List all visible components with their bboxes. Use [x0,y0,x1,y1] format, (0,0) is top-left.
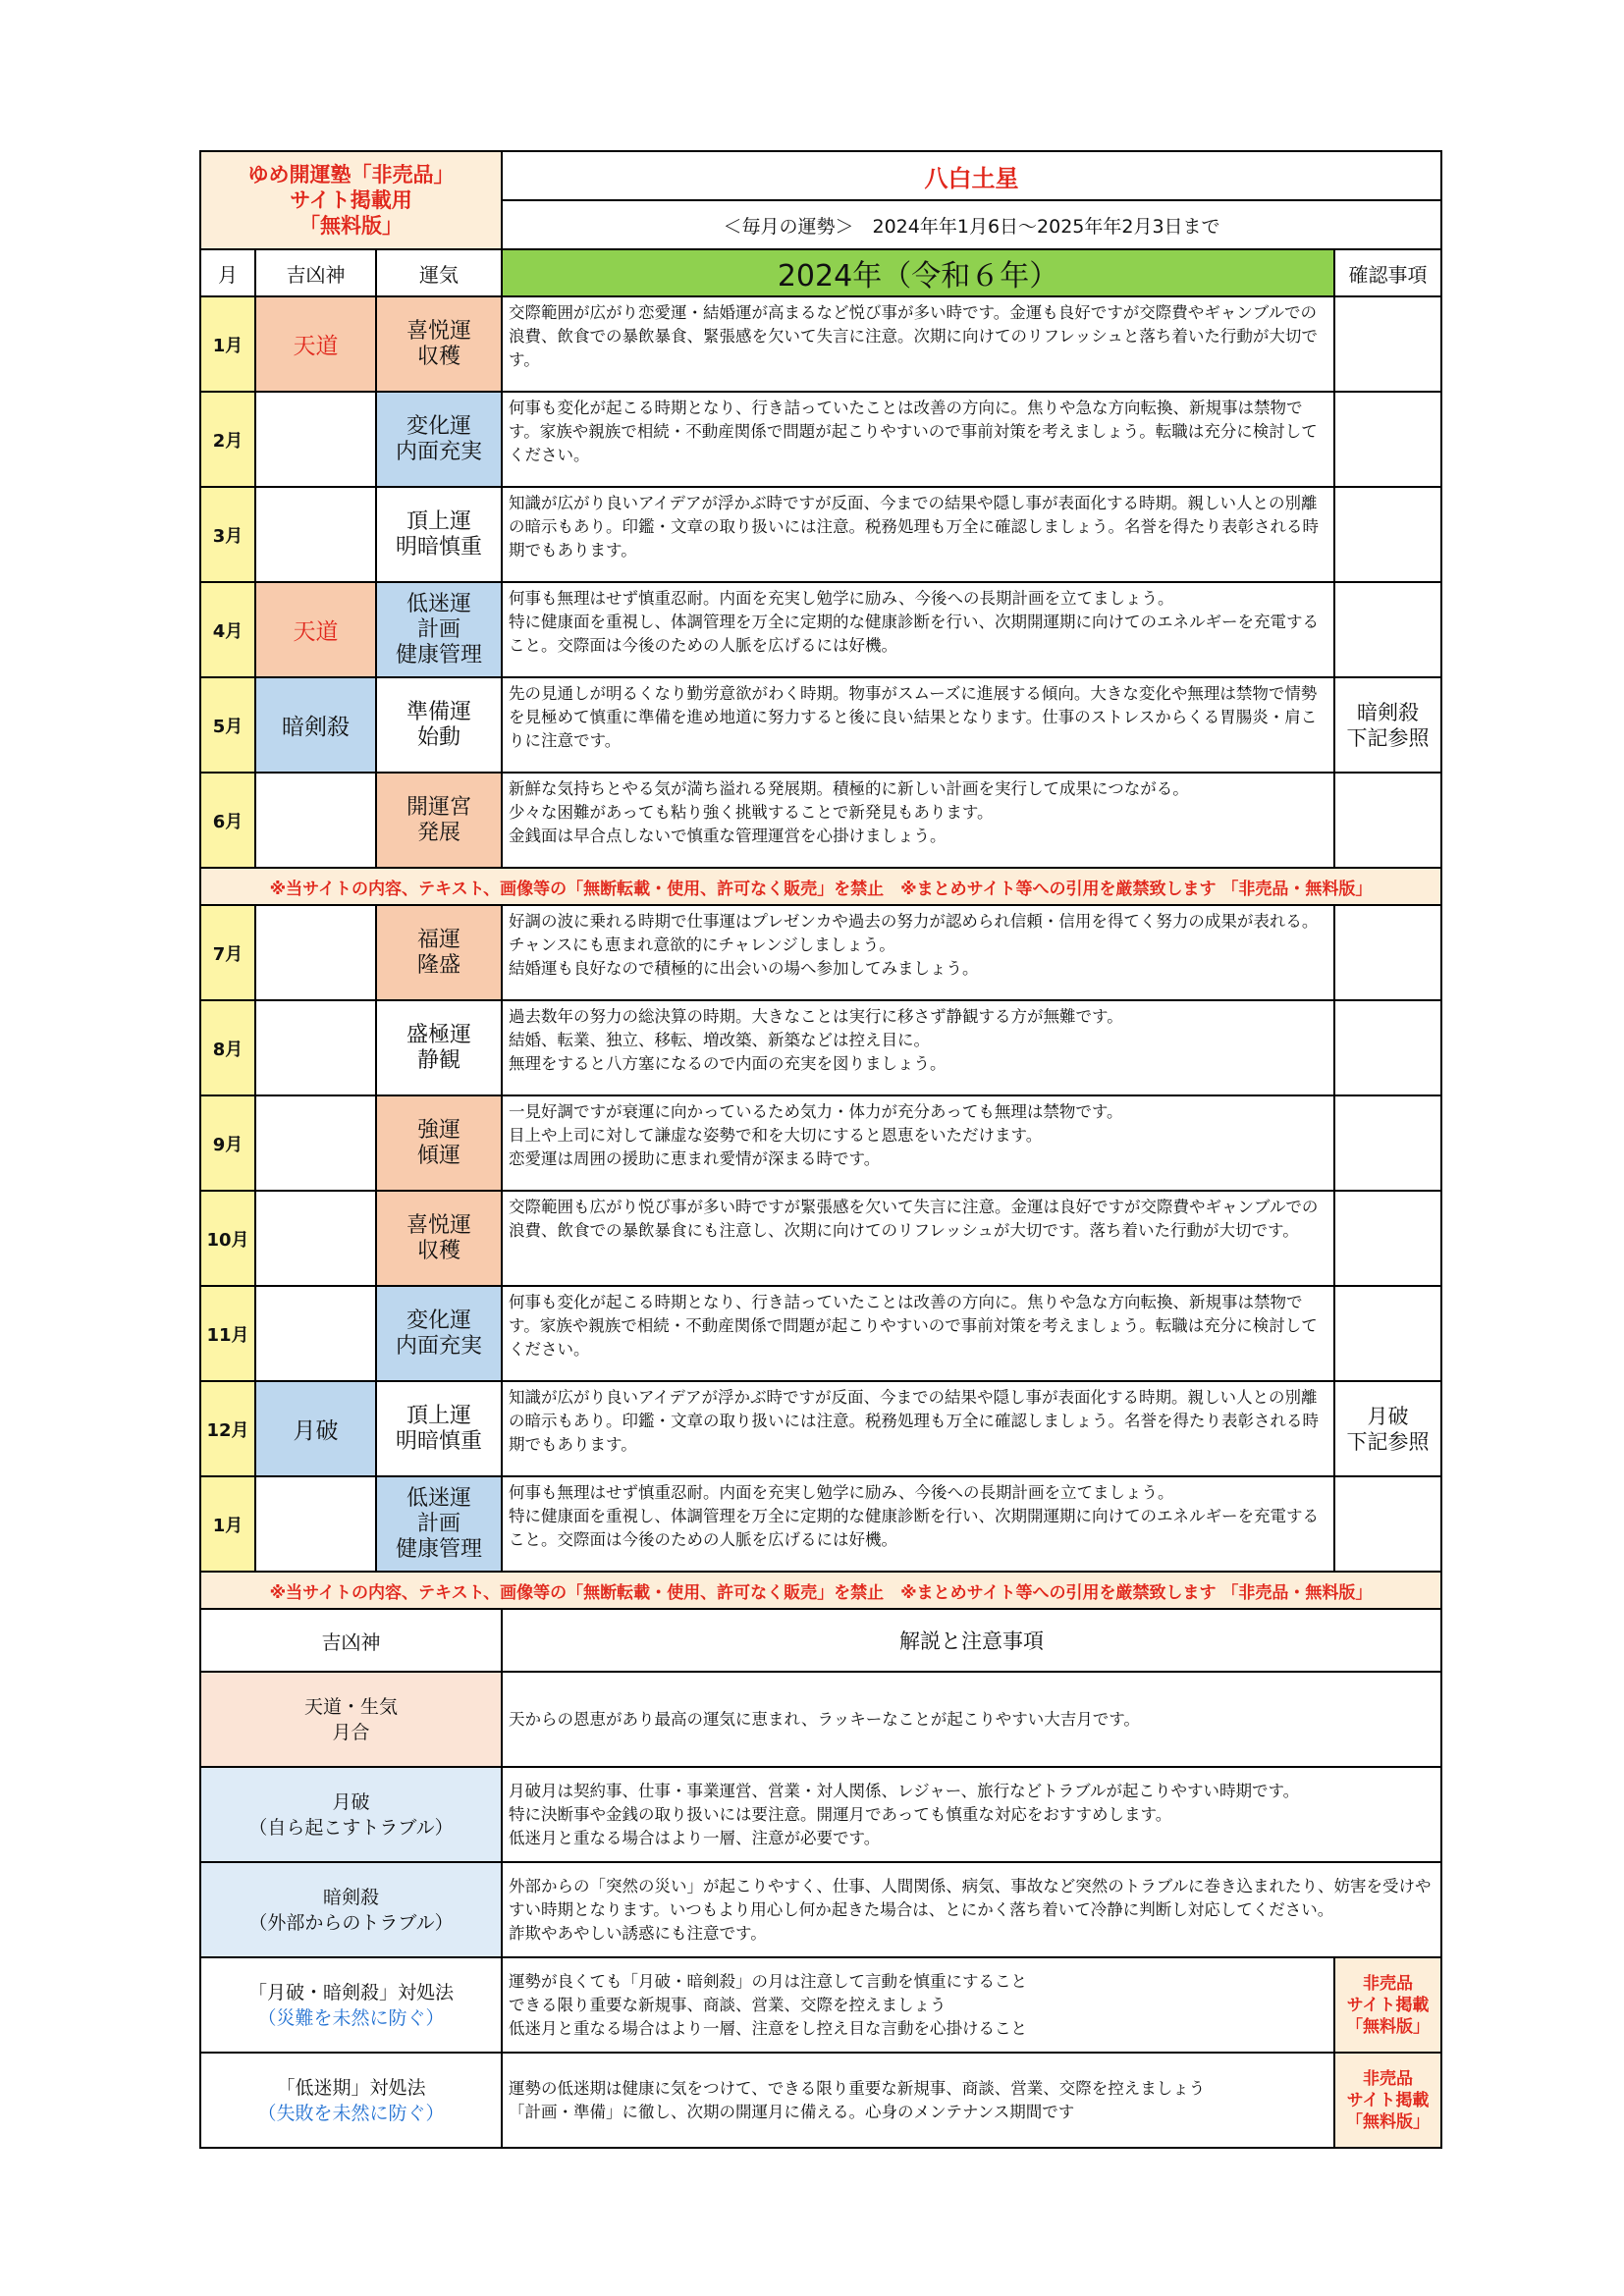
legend-label [200,1672,502,1767]
check-cell [1334,905,1441,1000]
measure-row [200,1957,1441,2053]
check-cell [1334,1095,1441,1191]
god-cell [255,487,376,582]
legend-label [200,1862,502,1957]
month-row [200,1286,1441,1381]
month-cell: 7月 [200,905,255,1000]
check-cell [1334,1191,1441,1286]
description-cell: 何事も無理はせず慎重忍耐。内面を充実し勉学に励み、今後への長期計画を立てましょう。 特に健康面を重視し、体調管理を万全に定期的な健康診断を行い、次期開運期に向けてのエネルギーを充電すること。交際面は今後のための人脈を広げるには好機。 [502,1476,1334,1572]
god-cell: 天道 [255,582,376,677]
check-cell [1334,1476,1441,1572]
check-cell: 月破 下記参照 [1334,1381,1441,1476]
fortune-cell: 喜悦運 収穫 [376,1191,502,1286]
month-cell: 6月 [200,773,255,868]
check-cell [1334,392,1441,487]
notice-row [200,868,1441,905]
month-row [200,392,1441,487]
description-cell: 知識が広がり良いアイデアが浮かぶ時ですが反面、今までの結果や隠し事が表面化する時期。親しい人との別離の暗示もあり。印鑑・文章の取り扱いには注意。税務処理も万全に確認しましょう。名誉を得たり表彰される時期でもあります。 [502,487,1334,582]
description-cell: 新鮮な気持ちとやる気が満ち溢れる発展期。積極的に新しい計画を実行して成果につながる。 少々な困難があっても粘り強く挑戦することで新発見もあります。 金銭面は早合点しないで慎重な管理運営を心掛けましょう。 [502,773,1334,868]
month-row [200,773,1441,868]
free-edition-stamp: 非売品 サイト掲載 「無料版」 [1334,1957,1441,2053]
fortune-table [199,150,1442,2149]
description-cell: 何事も無理はせず慎重忍耐。内面を充実し勉学に励み、今後への長期計画を立てましょう。 特に健康面を重視し、体調管理を万全に定期的な健康診断を行い、次期開運期に向けてのエネルギーを充電すること。交際面は今後のための人脈を広げるには好機。 [502,582,1334,677]
free-edition-stamp: 非売品 サイト掲載 「無料版」 [1334,2053,1441,2148]
fortune-cell: 低迷運 計画 健康管理 [376,582,502,677]
god-cell: 天道 [255,296,376,392]
description-cell: 先の見通しが明るくなり勤労意欲がわく時期。物事がスムーズに進展する傾向。大きな変化や無理は禁物で情勢を見極めて慎重に準備を進め地道に努力すると後に良い結果となります。仕事のストレスからくる胃腸炎・肩こりに注意です。 [502,677,1334,773]
month-cell: 12月 [200,1381,255,1476]
fortune-cell: 低迷運 計画 健康管理 [376,1476,502,1572]
fortune-cell: 強運 傾運 [376,1095,502,1191]
month-row [200,905,1441,1000]
description-cell: 交際範囲も広がり悦び事が多い時ですが緊張感を欠いて失言に注意。金運は良好ですが交際費やギャンブルでの浪費、飲食での暴飲暴食にも注意し、次期に向けてのリフレッシュが大切です。落ち着いた行動が大切です。 [502,1191,1334,1286]
fortune-cell: 変化運 内面充実 [376,392,502,487]
year-header: 2024年（令和６年） [502,249,1334,296]
measure-label [200,1957,502,2053]
description-cell: 交際範囲が広がり恋愛運・結婚運が高まるなど悦び事が多い時です。金運も良好ですが交際費やギャンブルでの浪費、飲食での暴飲暴食、緊張感を欠いて失言に注意。次期に向けてのリフレッシュと落ち着いた行動が大切です。 [502,296,1334,392]
month-row [200,1191,1441,1286]
legend-right-header: 解説と注意事項 [502,1609,1441,1672]
fortune-cell: 喜悦運 収穫 [376,296,502,392]
measure-label [200,2053,502,2148]
god-cell [255,773,376,868]
legend-row [200,1767,1441,1862]
god-cell [255,392,376,487]
measure-label-main: 「月破・暗剣殺」対処法 [248,1981,455,2003]
star-title: 八白土星 [502,151,1441,200]
description-cell: 何事も変化が起こる時期となり、行き詰っていたことは改善の方向に。焦りや急な方向転換、新規事は禁物です。家族や親族で相続・不動産関係で問題が起こりやすいので事前対策を考えましょう。転職は充分に検討してください。 [502,1286,1334,1381]
legend-header-row [200,1609,1441,1672]
check-cell [1334,296,1441,392]
god-cell [255,1476,376,1572]
fortune-cell: 頂上運 明暗慎重 [376,1381,502,1476]
fortune-cell: 盛極運 静観 [376,1000,502,1095]
legend-left-header: 吉凶神 [200,1609,502,1672]
god-cell [255,905,376,1000]
legend-label-main: 月破 [332,1790,370,1813]
description-cell: 好調の波に乗れる時期で仕事運はプレゼンカや過去の努力が認められ信頼・信用を得てく努力の成果が表れる。チャンスにも恵まれ意欲的にチャレンジしましょう。 結婚運も良好なので積極的に出会いの場へ参加してみましょう。 [502,905,1334,1000]
notice-text: ※当サイトの内容、テキスト、画像等の「無断転載・使用、許可なく販売」を禁止 ※まとめサイト等への引用を厳禁致します 「非売品・無料版」 [200,868,1441,905]
description-cell: 過去数年の努力の総決算の時期。大きなことは実行に移さず静観する方が無難です。 結婚、転業、独立、移転、増改築、新築などは控え目に。 無理をすると八方塞になるので内面の充実を図りましょう。 [502,1000,1334,1095]
legend-explanation: 外部からの「突然の災い」が起こりやすく、仕事、人間関係、病気、事故など突然のトラブルに巻き込まれたり、妨害を受けやすい時期となります。いつもより用心し何か起きた場合は、とにかく落ち着いて冷静に判断し対応してください。 詐欺やあやしい誘惑にも注意です。 [502,1862,1441,1957]
fortune-cell: 福運 隆盛 [376,905,502,1000]
check-cell [1334,1286,1441,1381]
god-cell [255,1095,376,1191]
col-header-god: 吉凶神 [255,249,376,296]
month-cell: 4月 [200,582,255,677]
measure-label-main: 「低迷期」対処法 [276,2076,426,2099]
legend-label-main: 天道・生気 月合 [304,1695,399,1743]
month-cell: 1月 [200,1476,255,1572]
month-cell: 5月 [200,677,255,773]
month-row [200,677,1441,773]
month-row [200,1000,1441,1095]
check-cell [1334,487,1441,582]
legend-label [200,1767,502,1862]
legend-row [200,1672,1441,1767]
month-row [200,1381,1441,1476]
month-row [200,487,1441,582]
month-row [200,1476,1441,1572]
check-cell [1334,1000,1441,1095]
measure-label-sub: （失敗を未然に防ぐ） [257,2102,445,2124]
month-row [200,582,1441,677]
fortune-cell: 開運宮 発展 [376,773,502,868]
legend-label-sub: （外部からのトラブル） [248,1911,454,1934]
measure-label-sub: （災難を未然に防ぐ） [257,2006,445,2029]
month-cell: 2月 [200,392,255,487]
description-cell: 何事も変化が起こる時期となり、行き詰っていたことは改善の方向に。焦りや急な方向転換、新規事は禁物です。家族や親族で相続・不動産関係で問題が起こりやすいので事前対策を考えましょう。転職は充分に検討してください。 [502,392,1334,487]
check-cell [1334,582,1441,677]
period-text: ＜毎月の運勢＞ 2024年年1月6日～2025年年2月3日まで [502,200,1441,249]
legend-label-sub: （自ら起こすトラブル） [248,1816,454,1839]
legend-explanation: 月破月は契約事、仕事・事業運営、営業・対人関係、レジャー、旅行などトラブルが起こりやすい時期です。 特に決断事や金銭の取り扱いには要注意。開運月であっても慎重な対応をおすすめします。 低迷月と重なる場合はより一層、注意が必要です。 [502,1767,1441,1862]
god-cell [255,1191,376,1286]
legend-label-main: 暗剣殺 [323,1886,380,1908]
month-row [200,296,1441,392]
month-cell: 9月 [200,1095,255,1191]
month-cell: 8月 [200,1000,255,1095]
measure-explanation: 運勢の低迷期は健康に気をつけて、できる限り重要な新規事、商談、営業、交際を控えましょう 「計画・準備」に徹し、次期の開運月に備える。心身のメンテナンス期間です [502,2053,1334,2148]
month-cell: 1月 [200,296,255,392]
col-header-check: 確認事項 [1334,249,1441,296]
legend-explanation: 天からの恩恵があり最高の運気に恵まれ、ラッキーなことが起こりやすい大吉月です。 [502,1672,1441,1767]
check-cell [1334,773,1441,868]
month-cell: 10月 [200,1191,255,1286]
god-cell [255,1000,376,1095]
measure-row [200,2053,1441,2148]
measure-explanation: 運勢が良くても「月破・暗剣殺」の月は注意して言動を慎重にすること できる限り重要な新規事、商談、営業、交際を控えましょう 低迷月と重なる場合はより一層、注意をし控え目な言動を心掛けること [502,1957,1334,2053]
check-cell: 暗剣殺 下記参照 [1334,677,1441,773]
month-row [200,1095,1441,1191]
fortune-cell: 頂上運 明暗慎重 [376,487,502,582]
description-cell: 一見好調ですが衰運に向かっているため気力・体力が充分あっても無理は禁物です。 目上や上司に対して謙虚な姿勢で和を大切にすると恩恵をいただけます。 恋愛運は周囲の援助に恵まれ愛情が深まる時です。 [502,1095,1334,1191]
fortune-cell: 変化運 内面充実 [376,1286,502,1381]
col-header-month: 月 [200,249,255,296]
god-cell: 暗剣殺 [255,677,376,773]
fortune-cell: 準備運 始動 [376,677,502,773]
month-cell: 11月 [200,1286,255,1381]
col-header-fortune: 運気 [376,249,502,296]
description-cell: 知識が広がり良いアイデアが浮かぶ時ですが反面、今までの結果や隠し事が表面化する時期。親しい人との別離の暗示もあり。印鑑・文章の取り扱いには注意。税務処理も万全に確認しましょう。名誉を得たり表彰される時期でもあります。 [502,1381,1334,1476]
notice-text: ※当サイトの内容、テキスト、画像等の「無断転載・使用、許可なく販売」を禁止 ※まとめサイト等への引用を厳禁致します 「非売品・無料版」 [200,1572,1441,1609]
month-cell: 3月 [200,487,255,582]
notice-row [200,1572,1441,1609]
site-label: ゆめ開運塾「非売品」 サイト掲載用 「無料版」 [200,151,502,249]
god-cell: 月破 [255,1381,376,1476]
legend-row [200,1862,1441,1957]
god-cell [255,1286,376,1381]
